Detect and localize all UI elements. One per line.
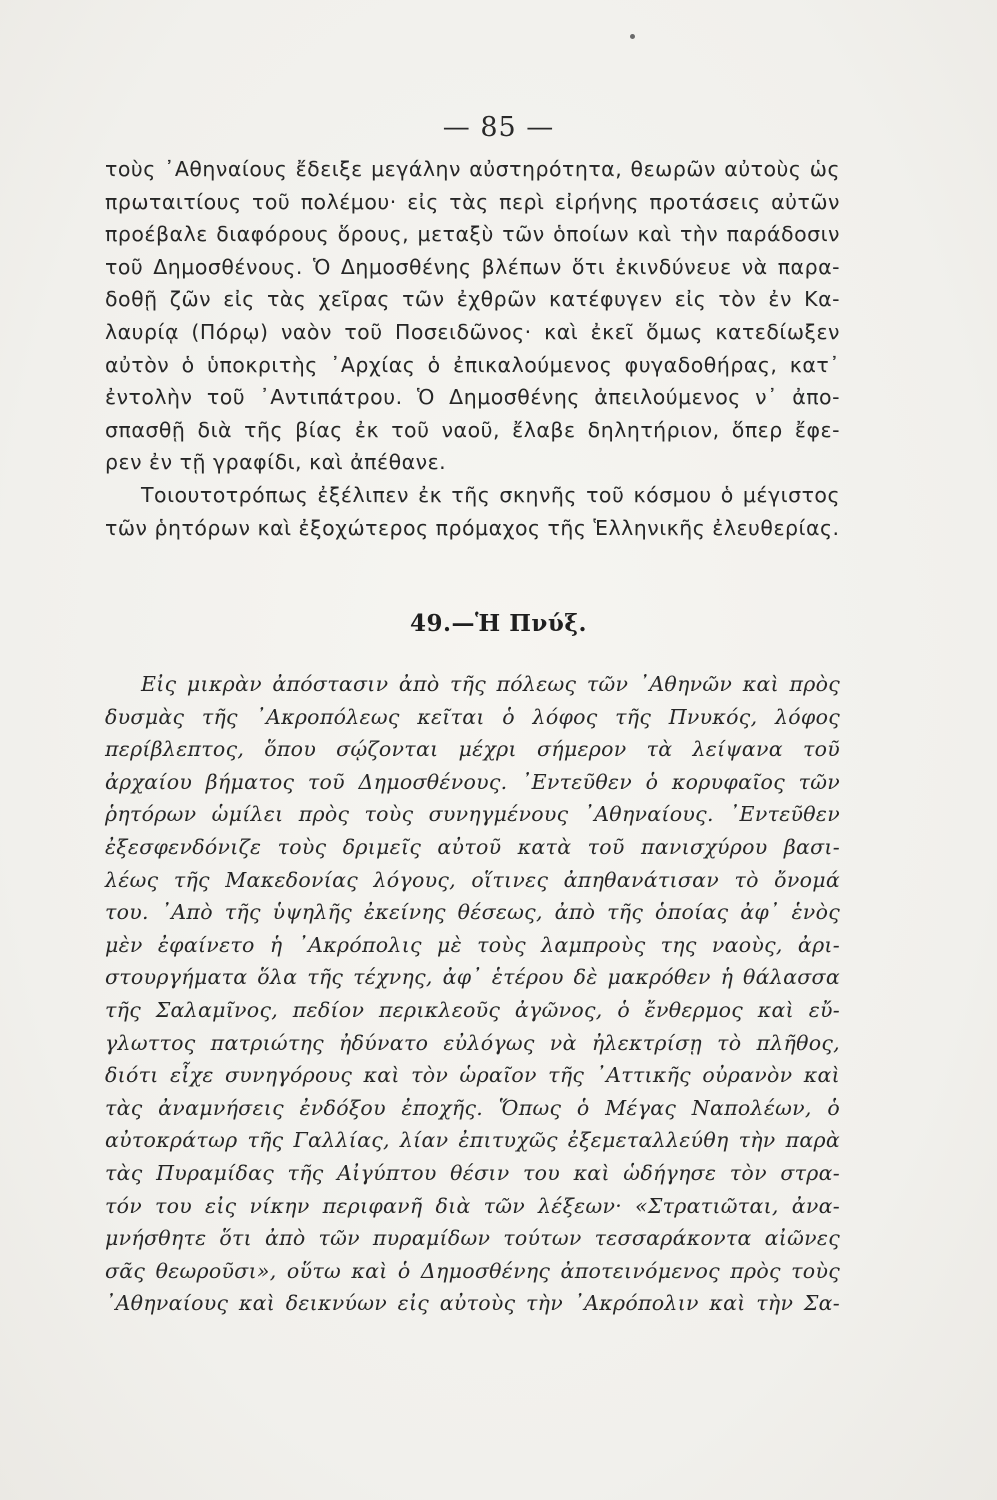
text-line: δοθῇ ζῶν εἰς τὰς χεῖρας τῶν ἐχθρῶν κατέφυγεν εἰς τὸν ἐν Κα-	[105, 287, 840, 312]
text-line: σπασθῇ διὰ τῆς βίας ἐκ τοῦ ναοῦ, ἔλαβε δηλητήριον, ὅπερ ἔφε-	[105, 417, 840, 442]
text-line: ἐντολὴν τοῦ ᾿Αντιπάτρου. Ὁ Δημοσθένης ἀπειλούμενος ν᾿ ἀπο-	[105, 385, 840, 410]
text-line: ἀρχαίου βήματος τοῦ Δημοσθένους. ᾿Εντεῦθεν ὁ κορυφαῖος τῶν	[105, 769, 840, 794]
section-heading: 49.—Ἡ Πνύξ.	[410, 610, 587, 637]
text-line: πρωταιτίους τοῦ πολέμου· εἰς τὰς περὶ εἰρήνης προτάσεις αὐτῶν	[105, 189, 840, 214]
text-line: γλωττος πατριώτης ἠδύνατο εὐλόγως νὰ ἠλεκτρίσῃ τὸ πλῆθος,	[105, 1030, 840, 1055]
body-text-italic	[105, 668, 840, 1320]
text-line: διότι εἶχε συνηγόρους καὶ τὸν ὡραῖον τῆς ᾿Αττικῆς οὐρανὸν καὶ	[105, 1063, 840, 1088]
page-number: — 85 —	[442, 112, 555, 143]
text-line: προέβαλε διαφόρους ὅρους, μεταξὺ τῶν ὁποίων καὶ τὴν παράδοσιν	[105, 222, 840, 247]
text-line: αὐτοκράτωρ τῆς Γαλλίας, λίαν ἐπιτυχῶς ἐξεμεταλλεύθη τὴν παρὰ	[105, 1128, 840, 1153]
text-line: ᾿Αθηναίους καὶ δεικνύων εἰς αὐτοὺς τὴν ᾿Ακρόπολιν καὶ τὴν Σα-	[105, 1291, 840, 1316]
text-line: σᾶς θεωροῦσι», οὕτω καὶ ὁ Δημοσθένης ἀποτεινόμενος πρὸς τοὺς	[105, 1258, 840, 1283]
text-line: τὰς Πυραμίδας τῆς Αἰγύπτου θέσιν του καὶ ὡδήγησε τὸν στρα-	[105, 1160, 840, 1185]
text-line: τόν του εἰς νίκην περιφανῆ διὰ τῶν λέξεων· «Στρατιῶται, ἀνα-	[105, 1193, 840, 1218]
text-line: λέως τῆς Μακεδονίας λόγους, οἵτινες ἀπηθανάτισαν τὸ ὄνομά	[105, 867, 840, 892]
text-line: Τοιουτοτρόπως ἐξέλιπεν ἐκ τῆς σκηνῆς τοῦ κόσμου ὁ μέγιστος	[141, 482, 840, 507]
text-line: Εἰς μικρὰν ἀπόστασιν ἀπὸ τῆς πόλεως τῶν ᾿Αθηνῶν καὶ πρὸς	[141, 672, 840, 696]
text-line: λαυρίᾳ (Πόρῳ) ναὸν τοῦ Ποσειδῶνος· καὶ ἐκεῖ ὅμως κατεδίωξεν	[105, 319, 840, 344]
text-line: τὰς ἀναμνήσεις ἐνδόξου ἐποχῆς. Ὅπως ὁ Μέγας Ναπολέων, ὁ	[105, 1095, 840, 1120]
text-line: τῆς Σαλαμῖνος, πεδίον περικλεοῦς ἀγῶνος, ὁ ἔνθερμος καὶ εὔ-	[105, 997, 840, 1022]
text-line: του. ᾿Απὸ τῆς ὑψηλῆς ἐκείνης θέσεως, ἀπὸ τῆς ὁποίας ἀφ᾿ ἑνὸς	[105, 900, 840, 925]
print-speck	[630, 34, 635, 39]
text-line: δυσμὰς τῆς ᾿Ακροπόλεως κεῖται ὁ λόφος τῆς Πνυκός, λόφος	[105, 704, 840, 729]
text-line: μὲν ἐφαίνετο ἡ ᾿Ακρόπολις μὲ τοὺς λαμπροὺς της ναοὺς, ἀρι-	[105, 932, 840, 957]
text-line: τοὺς ᾿Αθηναίους ἔδειξε μεγάλην αὐστηρότητα, θεωρῶν αὐτοὺς ὡς	[105, 157, 840, 181]
text-line: αὐτὸν ὁ ὑποκριτὴς ᾿Αρχίας ὁ ἐπικαλούμενος φυγαδοθήρας, κατ᾿	[105, 352, 840, 377]
text-line: ρεν ἐν τῇ γραφίδι, καὶ ἀπέθανε.	[105, 450, 447, 475]
text-line: ῥητόρων ὡμίλει πρὸς τοὺς συνηγμένους ᾿Αθηναίους. ᾿Εντεῦθεν	[105, 802, 840, 827]
body-text-upright	[105, 153, 840, 544]
text-line: τῶν ῥητόρων καὶ ἐξοχώτερος πρόμαχος τῆς Ἑλληνικῆς ἐλευθερίας.	[105, 515, 840, 540]
text-line: μνήσθητε ὅτι ἀπὸ τῶν πυραμίδων τούτων τεσσαράκοντα αἰῶνες	[105, 1226, 840, 1251]
text-line: ἐξεσφενδόνιζε τοὺς δριμεῖς αὐτοῦ κατὰ τοῦ πανισχύρου βασι-	[105, 834, 840, 859]
text-line: στουργήματα ὅλα τῆς τέχνης, ἀφ᾿ ἑτέρου δὲ μακρόθεν ἡ θάλασσα	[105, 965, 840, 990]
text-line: περίβλεπτος, ὅπου σῴζονται μέχρι σήμερον τὰ λείψανα τοῦ	[105, 737, 840, 762]
text-line: τοῦ Δημοσθένους. Ὁ Δημοσθένης βλέπων ὅτι ἐκινδύνευε νὰ παρα-	[105, 254, 840, 279]
